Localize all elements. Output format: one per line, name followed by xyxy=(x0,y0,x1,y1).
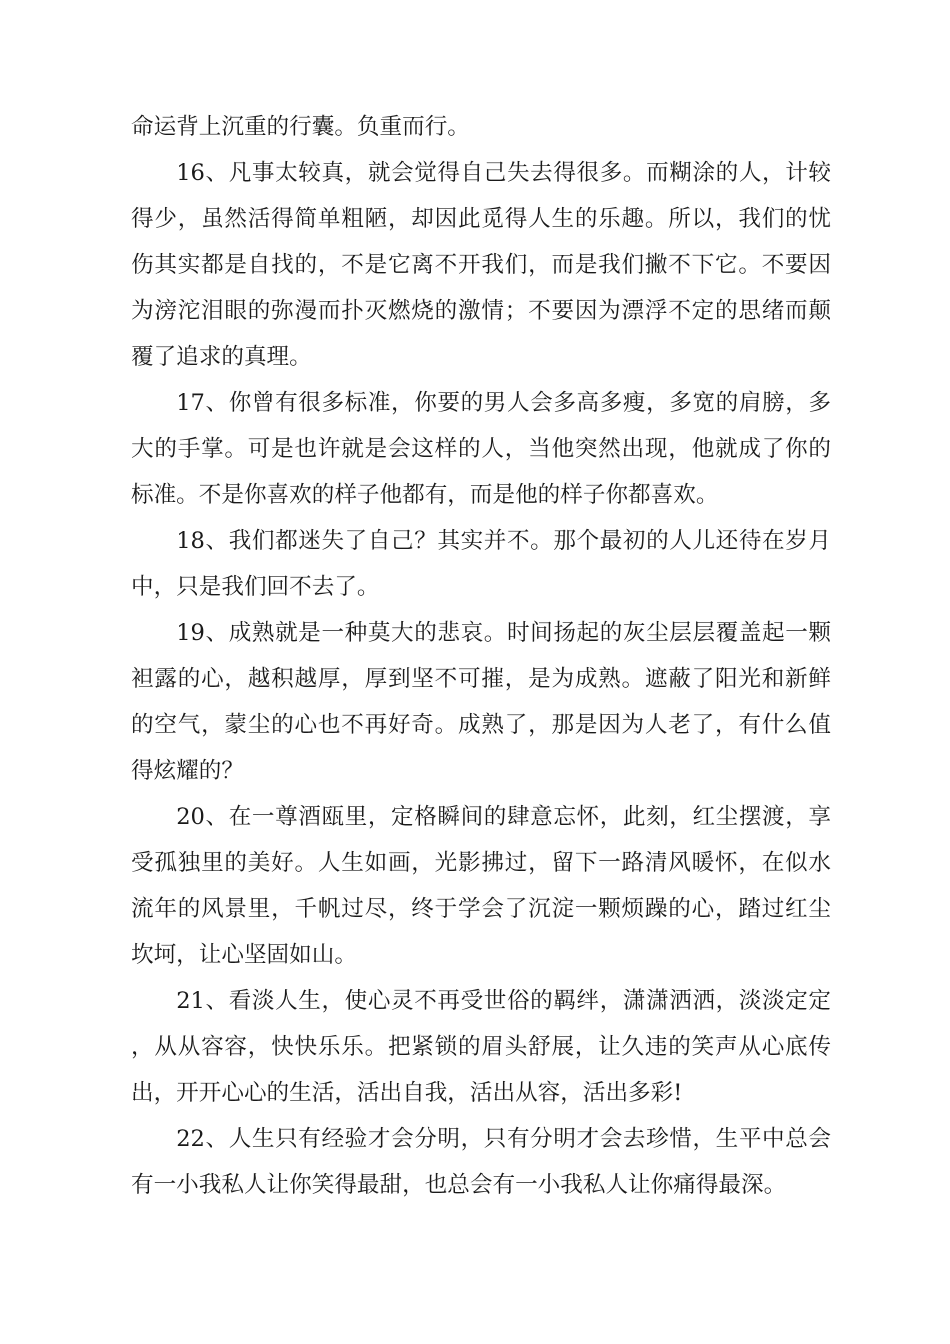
paragraph-20: 20、在一尊酒瓯里，定格瞬间的肆意忘怀，此刻，红尘摆渡，享受孤独里的美好。人生如画，光影拂过，留下一路清风暖怀，在似水流年的风景里，千帆过尽，终于学会了沉淀一颗烦躁的心，踏过红尘坎坷，让心坚固如山。 xyxy=(131,804,831,968)
paragraph-18: 18、我们都迷失了自己？其实并不。那个最初的人儿还待在岁月中，只是我们回不去了。 xyxy=(131,528,831,600)
document-body xyxy=(131,104,831,1208)
paragraph-17: 17、你曾有很多标准，你要的男人会多高多瘦，多宽的肩膀，多大的手掌。可是也许就是会这样的人，当他突然出现，他就成了你的标准。不是你喜欢的样子他都有，而是他的样子你都喜欢。 xyxy=(131,390,831,508)
paragraph-21: 21、看淡人生，使心灵不再受世俗的羁绊，潇潇洒洒，淡淡定定，从从容容，快快乐乐。把紧锁的眉头舒展，让久违的笑声从心底传出，开开心心的生活，活出自我，活出从容，活出多彩! xyxy=(131,988,831,1106)
paragraph-16: 16、凡事太较真，就会觉得自己失去得很多。而糊涂的人，计较得少，虽然活得简单粗陋，却因此觅得人生的乐趣。所以，我们的忧伤其实都是自找的，不是它离不开我们，而是我们撇不下它。不要因为滂沱泪眼的弥漫而扑灭燃烧的激情；不要因为漂浮不定的思绪而颠覆了追求的真理。 xyxy=(131,160,831,370)
paragraph-15-continuation: 命运背上沉重的行囊。负重而行。 xyxy=(131,114,470,140)
paragraph-22: 22、人生只有经验才会分明，只有分明才会去珍惜，生平中总会有一小我私人让你笑得最甜，也总会有一小我私人让你痛得最深。 xyxy=(131,1126,831,1198)
paragraph-19: 19、成熟就是一种莫大的悲哀。时间扬起的灰尘层层覆盖起一颗袒露的心，越积越厚，厚到坚不可摧，是为成熟。遮蔽了阳光和新鲜的空气，蒙尘的心也不再好奇。成熟了，那是因为人老了，有什么值得炫耀的？ xyxy=(131,620,831,784)
